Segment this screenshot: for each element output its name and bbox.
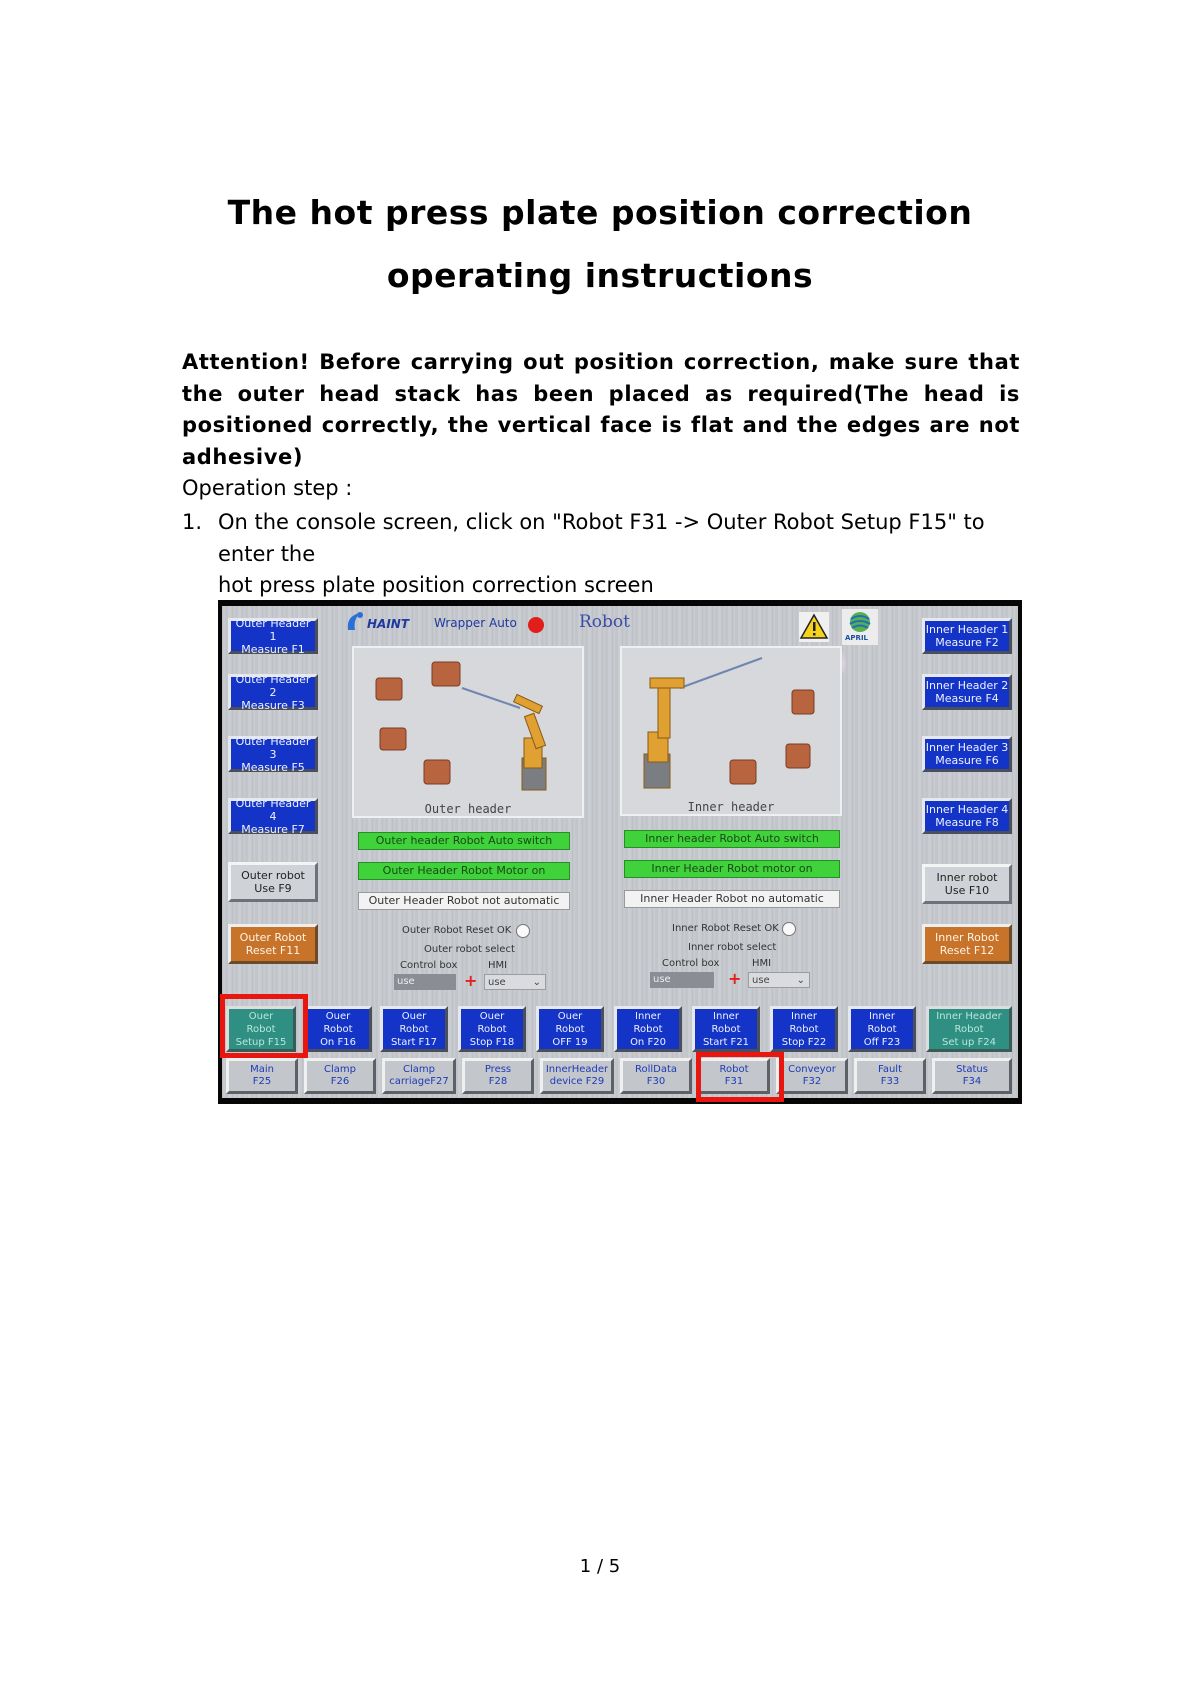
- page-number: 1 / 5: [579, 1556, 621, 1577]
- outer-header-1-measure-button[interactable]: Outer Header 1 Measure F1: [228, 618, 318, 654]
- outer-plus-icon: +: [464, 971, 478, 990]
- robot-arm-icon: [644, 678, 684, 788]
- inner-robot-stop-f22-button[interactable]: Inner Robot Stop F22: [770, 1006, 838, 1052]
- inner-control-box-label: Control box: [662, 958, 720, 969]
- nav-robot-f31[interactable]: Robot F31: [698, 1058, 770, 1094]
- outer-robot-reset-ok-label: Outer Robot Reset OK: [402, 925, 512, 936]
- step-1-text-continued: hot press plate position correction screen: [218, 573, 654, 597]
- header-stack-icon: [730, 760, 756, 784]
- inner-header-robot-motor-on-status: Inner Header Robot motor on: [624, 860, 840, 878]
- nav-clamp-carriage-f27[interactable]: Clamp carriageF27: [382, 1058, 456, 1094]
- outer-robot-reset-ok-indicator: [516, 924, 530, 938]
- robot-laser-line: [462, 688, 520, 708]
- nav-clamp-f26[interactable]: Clamp F26: [304, 1058, 376, 1094]
- inner-header-robot-setup-f24-button[interactable]: Inner Header Robot Set up F24: [926, 1006, 1012, 1052]
- highlight-robot-f31: [696, 1052, 784, 1102]
- step-1-number: 1.: [182, 510, 203, 534]
- inner-plus-icon: +: [728, 969, 742, 988]
- outer-robot-on-f16-button[interactable]: Ouer Robot On F16: [304, 1006, 372, 1052]
- outer-robot-stop-f18-button[interactable]: Ouer Robot Stop F18: [458, 1006, 526, 1052]
- nav-main-f25[interactable]: Main F25: [226, 1058, 298, 1094]
- inner-header-panel: [620, 646, 842, 816]
- chevron-down-icon: ⌄: [796, 975, 805, 986]
- inner-hmi-label: HMI: [752, 958, 772, 969]
- inner-robot-on-f20-button[interactable]: Inner Robot On F20: [614, 1006, 682, 1052]
- header-stack-icon: [380, 728, 406, 750]
- outer-header-layout-illustration: [354, 648, 582, 800]
- outer-header-robot-auto-switch-status: Outer header Robot Auto switch: [358, 832, 570, 850]
- highlight-outer-robot-setup: [220, 994, 308, 1058]
- inner-robot-use-button[interactable]: Inner robot Use F10: [922, 864, 1012, 904]
- inner-header-robot-no-automatic-status: Inner Header Robot no automatic: [624, 890, 840, 908]
- wrapper-auto-indicator-icon: [528, 617, 544, 633]
- nav-fault-f33[interactable]: Fault F33: [854, 1058, 926, 1094]
- inner-header-panel-label: Inner header: [687, 800, 775, 814]
- header-stack-icon: [792, 690, 814, 714]
- header-stack-icon: [432, 662, 460, 686]
- inner-header-layout-illustration: [622, 648, 840, 798]
- inner-robot-reset-ok-label: Inner Robot Reset OK: [672, 923, 779, 934]
- header-stack-icon: [424, 760, 450, 784]
- outer-robot-setup-f15-button[interactable]: Ouer Robot Setup F15: [226, 1006, 296, 1052]
- hmi-screenshot: [218, 600, 1022, 1104]
- inner-robot-off-f23-button[interactable]: Inner Robot Off F23: [848, 1006, 916, 1052]
- nav-inner-header-device-f29[interactable]: InnerHeader device F29: [540, 1058, 614, 1094]
- operation-step-heading: Operation step :: [182, 476, 353, 500]
- outer-hmi-label: HMI: [488, 960, 508, 971]
- inner-header-3-measure-button[interactable]: Inner Header 3 Measure F6: [922, 736, 1012, 772]
- robot-laser-line: [680, 658, 762, 688]
- step-1: [182, 507, 1012, 602]
- inner-robot-reset-ok-indicator: [782, 922, 796, 936]
- document-title-line-2: operating instructions: [386, 256, 814, 295]
- inner-control-box-field[interactable]: use: [650, 972, 714, 988]
- robot-screen-title: Robot: [579, 612, 630, 632]
- outer-control-box-label: Control box: [400, 960, 458, 971]
- inner-header-1-measure-button[interactable]: Inner Header 1 Measure F2: [922, 618, 1012, 654]
- hmi-screen: [222, 606, 1018, 1098]
- inner-header-4-measure-button[interactable]: Inner Header 4 Measure F8: [922, 798, 1012, 834]
- outer-header-robot-not-automatic-status: Outer Header Robot not automatic: [358, 892, 570, 910]
- header-stack-icon: [376, 678, 402, 700]
- wrapper-auto-label: Wrapper Auto: [434, 616, 517, 630]
- outer-header-3-measure-button[interactable]: Outer Header 3 Measure F5: [228, 736, 318, 772]
- inner-header-2-measure-button[interactable]: Inner Header 2 Measure F4: [922, 674, 1012, 710]
- outer-header-2-measure-button[interactable]: Outer Header 2 Measure F3: [228, 674, 318, 710]
- outer-hmi-select-value: use: [488, 977, 506, 988]
- nav-status-f34[interactable]: Status F34: [932, 1058, 1012, 1094]
- inner-hmi-select-value: use: [752, 975, 770, 986]
- april-globe-icon: [842, 609, 878, 635]
- nav-conveyor-f32[interactable]: Conveyor F32: [776, 1058, 848, 1094]
- attention-note: Attention! Before carrying out position correction, make sure that the outer head stack has been placed as required(The head is positioned correctly, the vertical face is flat and the edges are not adhesive): [182, 350, 1020, 469]
- header-stack-icon: [786, 744, 810, 768]
- outer-robot-select-label: Outer robot select: [424, 944, 515, 955]
- inner-hmi-select[interactable]: [748, 972, 810, 988]
- outer-robot-use-button[interactable]: Outer robot Use F9: [228, 862, 318, 902]
- outer-robot-reset-button[interactable]: Outer Robot Reset F11: [228, 924, 318, 964]
- step-1-text: On the console screen, click on "Robot F31 -> Outer Robot Setup F15" to enter the: [218, 510, 985, 566]
- outer-control-box-field[interactable]: use: [394, 974, 456, 990]
- outer-header-panel-label: Outer header: [424, 802, 512, 816]
- april-logo: [842, 609, 878, 645]
- robot-arm-icon: [514, 694, 546, 790]
- outer-header-robot-motor-on-status: Outer Header Robot Motor on: [358, 862, 570, 880]
- inner-robot-select-label: Inner robot select: [688, 942, 777, 953]
- warning-icon: [799, 612, 829, 642]
- nav-roll-data-f30[interactable]: RollData F30: [620, 1058, 692, 1094]
- inner-header-robot-auto-switch-status: Inner header Robot Auto switch: [624, 830, 840, 848]
- outer-header-4-measure-button[interactable]: Outer Header 4 Measure F7: [228, 798, 318, 834]
- inner-robot-start-f21-button[interactable]: Inner Robot Start F21: [692, 1006, 760, 1052]
- april-logo-text: APRIL: [845, 634, 869, 642]
- outer-hmi-select[interactable]: [484, 974, 546, 990]
- inner-robot-reset-button[interactable]: Inner Robot Reset F12: [922, 924, 1012, 964]
- chevron-down-icon: ⌄: [532, 977, 541, 988]
- outer-robot-start-f17-button[interactable]: Ouer Robot Start F17: [380, 1006, 448, 1052]
- outer-header-panel: [352, 646, 584, 818]
- nav-press-f28[interactable]: Press F28: [462, 1058, 534, 1094]
- outer-robot-off-f19-button[interactable]: Ouer Robot OFF 19: [536, 1006, 604, 1052]
- haint-logo-icon: [344, 610, 366, 636]
- document-title-line-1: The hot press plate position correction: [227, 193, 973, 232]
- haint-logo-text: HAINT: [367, 617, 410, 631]
